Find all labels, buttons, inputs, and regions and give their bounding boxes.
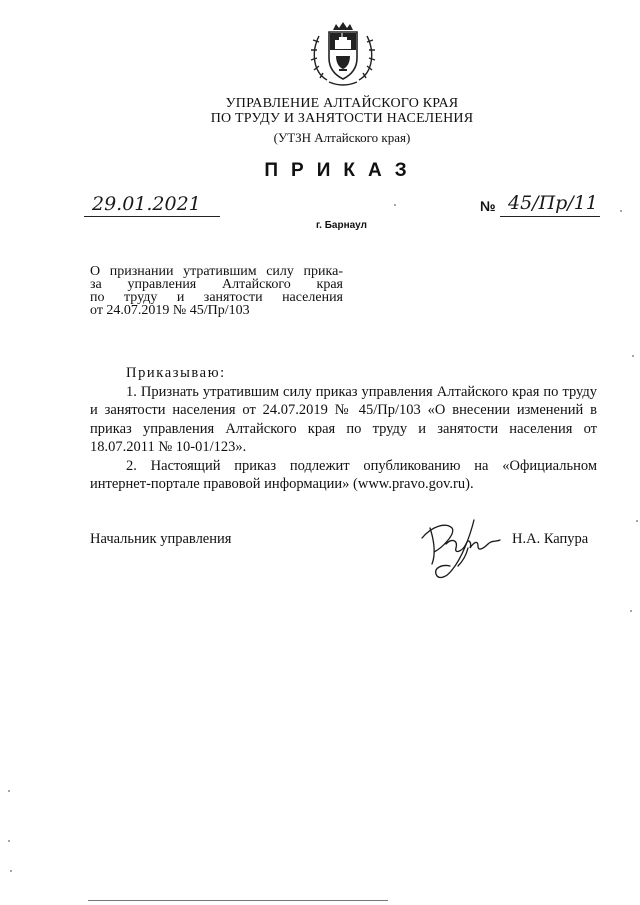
scan-speck	[620, 210, 622, 212]
subject-line-4: от 24.07.2019 № 45/Пр/103	[90, 303, 250, 318]
document-number: 45/Пр/11	[508, 192, 598, 214]
scan-speck	[636, 520, 638, 522]
altai-krai-coat-of-arms-icon	[305, 16, 381, 92]
order-item-2: 2. Настоящий приказ подлежит опубликованию на «Официальном интернет-портале правовой информации» (www.pravo.gov.ru).	[90, 457, 597, 492]
handwritten-signature-icon	[412, 508, 508, 588]
scan-speck	[8, 790, 10, 792]
subject-line-2: за управления Алтайского края	[90, 277, 343, 292]
scan-speck	[8, 840, 10, 842]
organization-name-line-1: УПРАВЛЕНИЕ АЛТАЙСКОГО КРАЯ	[225, 96, 459, 111]
city-name: г. Барнаул	[316, 220, 367, 231]
organization-name-line-2: ПО ТРУДУ И ЗАНЯТОСТИ НАСЕЛЕНИЯ	[210, 111, 474, 126]
scan-speck	[10, 870, 12, 872]
number-label: №	[480, 198, 496, 214]
order-item-1: 1. Признать утратившим силу приказ управления Алтайского края по труду и занятости населения от 24.07.2019 № 45/Пр/103 «О внесении изменений в приказ управления Алтайского края по труду и занятости населения от 18.07.2011 № 10-01/123».	[90, 383, 597, 455]
document-body	[90, 364, 597, 494]
scan-speck	[394, 204, 396, 206]
document-type-title: ПРИКАЗ	[264, 160, 420, 181]
signatory-name: Н.А. Капура	[512, 531, 589, 547]
subject-block	[90, 265, 343, 317]
subject-line-3: по труду и занятости населения	[90, 290, 343, 305]
scan-speck	[632, 355, 634, 357]
scan-bottom-edge	[88, 900, 388, 901]
scan-speck	[630, 610, 632, 612]
order-word: Приказываю:	[126, 365, 226, 381]
signatory-title: Начальник управления	[90, 531, 232, 547]
subject-line-1: О признании утратившим силу прика-	[90, 264, 343, 279]
number-underline	[500, 216, 600, 217]
document-date: 29.01.2021	[92, 193, 201, 215]
organization-short-name: (УТЗН Алтайского края)	[273, 130, 411, 145]
date-underline	[84, 216, 220, 217]
